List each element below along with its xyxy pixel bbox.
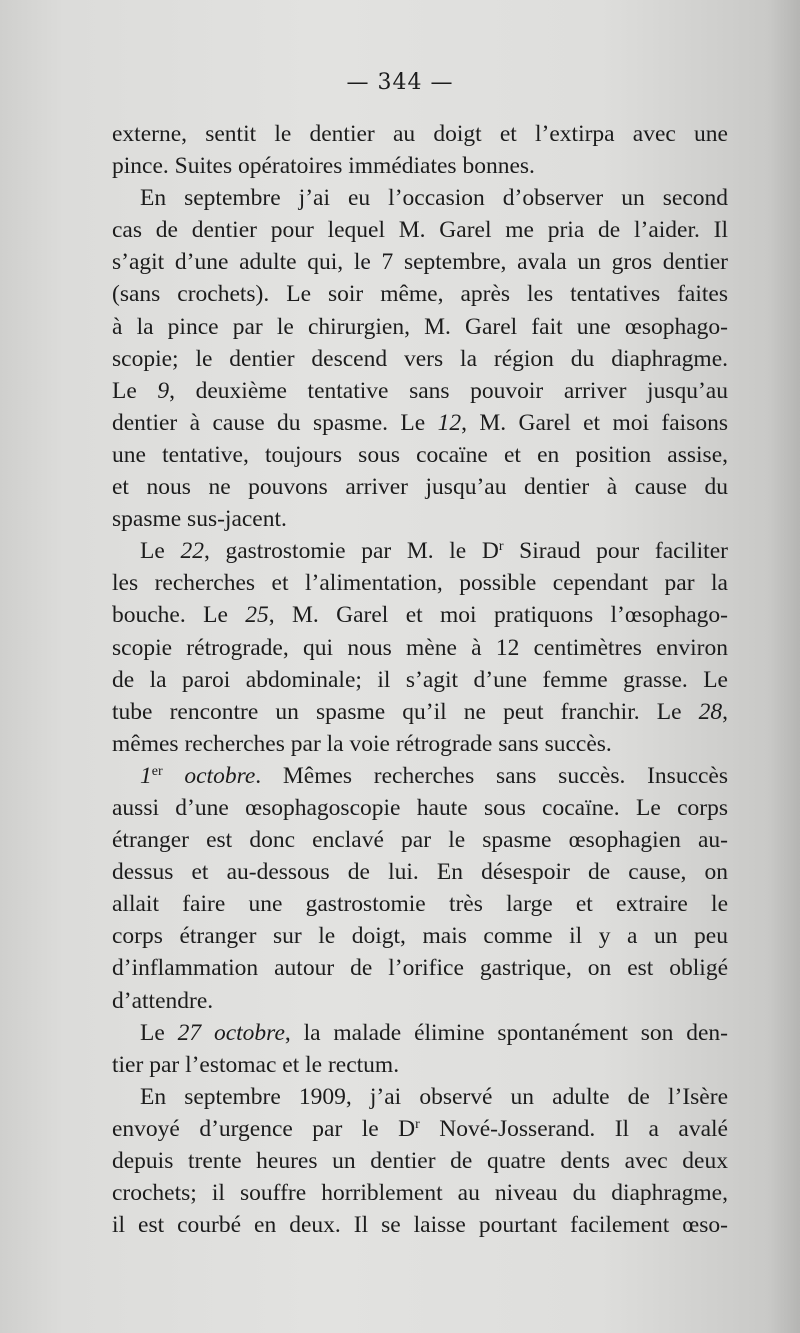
text-line: à la pince par le chirurgien, M. Garel fait une œsophago- <box>112 313 728 340</box>
text-line: bouche. Le 25, M. Garel et moi pratiquons l’œsophago- <box>112 602 728 629</box>
text-line: tube rencontre un spasme qu’il ne peut franchir. Le 28, <box>112 698 728 725</box>
text-line: depuis trente heures un dentier de quatre dents avec deux <box>112 1148 728 1174</box>
text-line: aussi d’une œsophagoscopie haute sous cocaïne. Le corps <box>112 794 728 821</box>
text-line: cas de dentier pour lequel M. Garel me pria de l’aider. Il <box>112 217 728 244</box>
text-line: s’agit d’une adulte qui, le 7 septembre, avala un gros dentier <box>112 249 728 276</box>
body-text <box>112 118 728 1241</box>
text-line: scopie rétrograde, qui nous mène à 12 centimètres environ <box>112 634 728 661</box>
text-line: En septembre 1909, j’ai observé un adulte de l’Isère <box>140 1083 728 1110</box>
text-line: pince. Suites opératoires immédiates bonnes. <box>112 153 535 180</box>
text-line: (sans crochets). Le soir même, après les tentatives faites <box>112 281 728 308</box>
text-line: allait faire une gastrostomie très large et extraire le <box>112 891 728 918</box>
page-number: — 344 — <box>346 70 454 95</box>
text-line: envoyé d’urgence par le $D^r$ Nové-Josserand. Il a avalé <box>112 1115 728 1142</box>
text-line: externe, sentit le dentier au doigt et l’extirpa avec une <box>112 121 728 147</box>
text-line: Le 27 octobre, la malade élimine spontanément son den- <box>140 1019 728 1046</box>
text-line: Le 22, gastrostomie par M. le $D^r$ Siraud pour faciliter <box>140 538 728 565</box>
text-line: crochets; il souffre horriblement au niveau du diaphragme, <box>112 1180 728 1207</box>
text-line: dessus et au-dessous de lui. En désespoir de cause, on <box>112 859 728 886</box>
text-line: il est courbé en deux. Il se laisse pourtant facilement œso- <box>112 1212 728 1239</box>
text-line: spasme sus-jacent. <box>112 506 287 533</box>
text-line: En septembre j’ai eu l’occasion d’observer un second <box>140 185 728 212</box>
text-line: Le 9, deuxième tentative sans pouvoir arriver jusqu’au <box>112 377 728 404</box>
text-line: de la paroi abdominale; il s’agit d’une femme grasse. Le <box>112 666 728 693</box>
text-line: corps étranger sur le doigt, mais comme il y a un peu <box>112 923 728 950</box>
text-line: d’attendre. <box>112 987 214 1014</box>
text-line: mêmes recherches par la voie rétrograde sans succès. <box>112 730 612 757</box>
text-line: étranger est donc enclavé par le spasme œsophagien au- <box>112 827 728 854</box>
text-line: et nous ne pouvons arriver jusqu’au dentier à cause du <box>112 474 728 501</box>
text-line: dentier à cause du spasme. Le 12, M. Garel et moi faisons <box>112 409 729 436</box>
text-line: scopie; le dentier descend vers la région du diaphragme. <box>112 345 728 372</box>
text-line: tier par l’estomac et le rectum. <box>112 1051 400 1078</box>
text-line: d’inflammation autour de l’orifice gastrique, on est obligé <box>112 955 728 982</box>
text-line: une tentative, toujours sous cocaïne et en position assise, <box>112 441 728 468</box>
text-line: 1er octobre. Mêmes recherches sans succès. Insuccès <box>140 762 729 789</box>
text-line: les recherches et l’alimentation, possible cependant par la <box>112 570 728 597</box>
